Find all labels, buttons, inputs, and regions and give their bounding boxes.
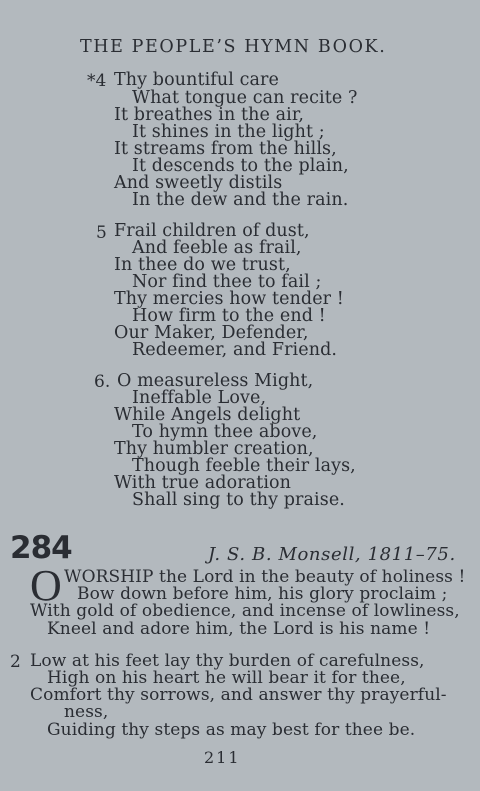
verse-line: In the dew and the rain.: [132, 190, 349, 210]
verse-line: To hymn thee above,: [132, 422, 318, 442]
verse-line: With true adoration: [114, 473, 292, 493]
verse-number: 6.: [94, 372, 111, 392]
verse-line: Guiding thy steps as may best for thee be.: [47, 720, 416, 740]
verse-line: Shall sing to thy praise.: [132, 490, 345, 510]
verse-line: Bow down before him, his glory proclaim ;: [77, 584, 448, 604]
verse-line: High on his heart he will bear it for thee,: [47, 668, 406, 688]
verse-line: Frail children of dust,: [114, 221, 310, 241]
verse-line: Thy bountiful care: [114, 70, 279, 90]
verse-line: Redeemer, and Friend.: [132, 340, 338, 360]
verse-line: Ineffable Love,: [132, 388, 267, 408]
verse-line: Our Maker, Defender,: [114, 323, 309, 343]
hymn-author: J. S. B. Monsell, 1811–75.: [208, 544, 456, 565]
verse-line: And sweetly distils: [114, 173, 283, 193]
verse-line: It breathes in the air,: [114, 105, 305, 125]
verse-line: Though feeble their lays,: [132, 456, 356, 476]
verse-line: While Angels delight: [114, 405, 301, 425]
verse-line: It shines in the light ;: [132, 122, 325, 142]
verse-number: 2: [10, 652, 21, 672]
verse-line: And feeble as frail,: [132, 238, 302, 258]
verse-line: Comfort thy sorrows, and answer thy prayerful-: [30, 685, 447, 705]
running-header: THE PEOPLE’S HYMN BOOK.: [80, 37, 387, 57]
verse-line: With gold of obedience, and incense of lowliness,: [30, 601, 460, 621]
verse-line: It streams from the hills,: [114, 139, 337, 159]
verse-number: 5: [96, 223, 107, 243]
verse-line: Thy humbler creation,: [114, 439, 314, 459]
verse-line: What tongue can recite ?: [132, 88, 358, 108]
verse-line: Kneel and adore him, the Lord is his name !: [47, 619, 431, 639]
verse-line: WORSHIP the Lord in the beauty of holiness !: [64, 567, 466, 587]
verse-line: Thy mercies how tender !: [114, 289, 344, 309]
verse-line: O measureless Might,: [117, 371, 314, 391]
verse-line: Low at his feet lay thy burden of carefulness,: [30, 651, 425, 671]
verse-line: ness,: [64, 702, 109, 722]
hymn-number: 284: [10, 530, 72, 566]
verse-number: *4: [87, 71, 107, 91]
verse-line: It descends to the plain,: [132, 156, 349, 176]
verse-line: How firm to the end !: [132, 306, 326, 326]
verse-line: In thee do we trust,: [114, 255, 291, 275]
drop-cap: O: [30, 561, 62, 610]
verse-line: Nor find thee to fail ;: [132, 272, 322, 292]
page-number: 211: [204, 748, 241, 767]
